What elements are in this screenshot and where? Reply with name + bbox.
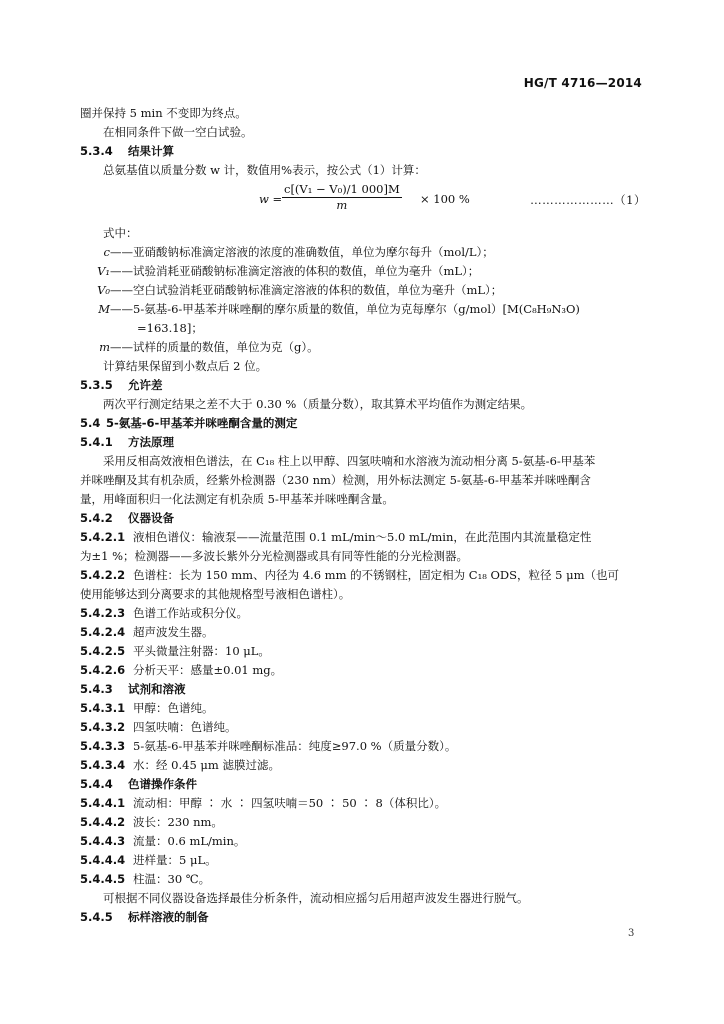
item-text: 超声波发生器。 bbox=[133, 625, 214, 639]
definition-text: ——试样的质量的数值，单位为克（g）。 bbox=[110, 340, 319, 354]
item-text: 色谱工作站或积分仪。 bbox=[133, 606, 248, 620]
item-number: 5.4.4.5 bbox=[80, 872, 126, 886]
definition-text: ——试验消耗亚硝酸钠标准滴定溶液的体积的数值，单位为毫升（mL）； bbox=[110, 264, 480, 278]
item-number: 5.4.2.4 bbox=[80, 625, 126, 639]
formula-denominator: m bbox=[336, 198, 348, 212]
definition-symbol: V₀ bbox=[97, 283, 110, 297]
section-number: 5.4 bbox=[80, 416, 101, 430]
section-title: 5-氨基-6-甲基苯并咪唑酮含量的测定 bbox=[106, 416, 298, 430]
where-label: 式中： bbox=[103, 226, 138, 240]
section-title: 允许差 bbox=[128, 378, 163, 392]
paragraph-line: 采用反相高效液相色谱法，在 C₁₈ 柱上以甲醇、四氢呋喃和水溶液为流动相分离 5-氨基-6-甲基苯 bbox=[103, 454, 596, 468]
item-text: 流量：0.6 mL/min。 bbox=[133, 834, 246, 848]
document-body bbox=[80, 104, 646, 927]
list-item bbox=[80, 623, 646, 642]
item-text: 流动相：甲醇 ∶ 水 ∶ 四氢呋喃＝50 ∶ 50 ∶ 8（体积比）。 bbox=[133, 796, 447, 810]
item-number: 5.4.4.2 bbox=[80, 815, 126, 829]
page-number: 3 bbox=[628, 928, 635, 939]
formula-1 bbox=[80, 182, 646, 218]
paragraph-line: 总氨基值以质量分数 w 计，数值用%表示，按公式（1）计算： bbox=[103, 163, 426, 177]
item-number: 5.4.4.1 bbox=[80, 796, 126, 810]
paragraph-line: 并咪唑酮及其有机杂质，经紫外检测器（230 nm）检测，用外标法测定 5-氨基-6-甲基苯并咪唑酮含 bbox=[80, 473, 591, 487]
section-heading-5-4-3 bbox=[80, 680, 646, 699]
definition-text: ——5-氨基-6-甲基苯并咪唑酮的摩尔质量的数值，单位为克每摩尔（g/mol）[M(C₈H₉N₃O) bbox=[110, 302, 580, 316]
formula-numerator: c[(V₁ − V₀)/1 000]M bbox=[284, 182, 400, 196]
section-number: 5.4.3 bbox=[80, 682, 113, 696]
definition-symbol: m bbox=[99, 340, 110, 354]
paragraph-line: 计算结果保留到小数点后 2 位。 bbox=[103, 359, 268, 373]
paragraph-line: 量，用峰面积归一化法测定有机杂质 5-甲基苯并咪唑酮含量。 bbox=[80, 492, 394, 506]
item-number: 5.4.2.6 bbox=[80, 663, 126, 677]
item-number: 5.4.2.3 bbox=[80, 606, 126, 620]
formula-fraction bbox=[282, 182, 402, 213]
formula-multiplier: × 100 % bbox=[420, 192, 470, 206]
item-number: 5.4.4.3 bbox=[80, 834, 126, 848]
section-title: 标样溶液的制备 bbox=[128, 910, 209, 924]
list-item bbox=[80, 566, 646, 585]
section-heading-5-4-2 bbox=[80, 509, 646, 528]
item-number: 5.4.3.2 bbox=[80, 720, 126, 734]
section-heading-5-4-4 bbox=[80, 775, 646, 794]
list-item bbox=[80, 813, 646, 832]
section-number: 5.4.2 bbox=[80, 511, 113, 525]
list-item bbox=[80, 642, 646, 661]
section-heading-5-4 bbox=[80, 414, 646, 433]
paragraph-line: 两次平行测定结果之差不大于 0.30 %（质量分数），取其算术平均值作为测定结果。 bbox=[103, 397, 533, 411]
paragraph-line: 圈并保持 5 min 不变即为终点。 bbox=[80, 106, 247, 120]
definition-symbol: M bbox=[98, 302, 110, 316]
paragraph-line: 在相同条件下做一空白试验。 bbox=[103, 125, 253, 139]
paragraph-line: 可根据不同仪器设备选择最佳分析条件，流动相应摇匀后用超声波发生器进行脱气。 bbox=[103, 891, 529, 905]
item-text: 分析天平：感量±0.01 mg。 bbox=[133, 663, 283, 677]
definition-symbol: c bbox=[103, 245, 110, 259]
section-title: 方法原理 bbox=[128, 435, 174, 449]
list-item-continuation: 使用能够达到分离要求的其他规格型号液相色谱柱）。 bbox=[80, 587, 351, 601]
section-title: 结果计算 bbox=[128, 144, 174, 158]
definition-symbol: V₁ bbox=[97, 264, 110, 278]
section-title: 色谱操作条件 bbox=[128, 777, 197, 791]
item-number: 5.4.2.2 bbox=[80, 568, 126, 582]
list-item bbox=[80, 756, 646, 775]
section-number: 5.3.5 bbox=[80, 378, 113, 392]
item-number: 5.4.3.1 bbox=[80, 701, 126, 715]
item-text: 进样量：5 μL。 bbox=[133, 853, 217, 867]
list-item bbox=[80, 737, 646, 756]
section-heading-5-4-1 bbox=[80, 433, 646, 452]
list-item bbox=[80, 851, 646, 870]
item-text: 四氢呋喃：色谱纯。 bbox=[133, 720, 237, 734]
definition-text: ——空白试验消耗亚硝酸钠标准滴定溶液的体积的数值，单位为毫升（mL）； bbox=[110, 283, 503, 297]
item-number: 5.4.3.3 bbox=[80, 739, 126, 753]
item-number: 5.4.2.1 bbox=[80, 530, 126, 544]
item-number: 5.4.2.5 bbox=[80, 644, 126, 658]
list-item bbox=[80, 699, 646, 718]
definition-molar-mass bbox=[80, 300, 646, 319]
item-number: 5.4.4.4 bbox=[80, 853, 126, 867]
item-text: 液相色谱仪：输液泵——流量范围 0.1 mL/min～5.0 mL/min，在此范围内其流量稳定性 bbox=[133, 530, 592, 544]
item-text: 甲醇：色谱纯。 bbox=[133, 701, 214, 715]
section-number: 5.4.4 bbox=[80, 777, 113, 791]
list-item bbox=[80, 718, 646, 737]
item-number: 5.4.3.4 bbox=[80, 758, 126, 772]
definition-text: ——亚硝酸钠标准滴定溶液的浓度的准确数值，单位为摩尔每升（mol/L）； bbox=[110, 245, 494, 259]
list-item bbox=[80, 832, 646, 851]
formula-number: …………………（1） bbox=[530, 193, 646, 207]
definition-v0 bbox=[80, 281, 646, 300]
formula-lhs: w = bbox=[259, 192, 283, 206]
list-item-continuation: 为±1 %；检测器——多波长紫外分光检测器或具有同等性能的分光检测器。 bbox=[80, 549, 469, 563]
list-item bbox=[80, 661, 646, 680]
list-item bbox=[80, 604, 646, 623]
item-text: 5-氨基-6-甲基苯并咪唑酮标准品：纯度≥97.0 %（质量分数）。 bbox=[133, 739, 457, 753]
section-heading-5-4-5 bbox=[80, 908, 646, 927]
item-text: 水：经 0.45 μm 滤膜过滤。 bbox=[133, 758, 280, 772]
definition-c bbox=[80, 243, 646, 262]
item-text: 色谱柱：长为 150 mm、内径为 4.6 mm 的不锈钢柱，固定相为 C₁₈ ODS，粒径 5 μm（也可 bbox=[133, 568, 619, 582]
list-item bbox=[80, 794, 646, 813]
section-title: 试剂和溶液 bbox=[128, 682, 186, 696]
standard-code-header: HG/T 4716—2014 bbox=[523, 76, 642, 90]
item-text: 波长：230 nm。 bbox=[133, 815, 223, 829]
list-item bbox=[80, 870, 646, 889]
item-text: 平头微量注射器：10 μL。 bbox=[133, 644, 270, 658]
section-title: 仪器设备 bbox=[128, 511, 174, 525]
section-number: 5.4.1 bbox=[80, 435, 113, 449]
section-number: 5.4.5 bbox=[80, 910, 113, 924]
item-text: 柱温：30 ℃。 bbox=[133, 872, 211, 886]
definition-continuation: =163.18]； bbox=[137, 321, 203, 335]
section-number: 5.3.4 bbox=[80, 144, 113, 158]
section-heading-5-3-5 bbox=[80, 376, 646, 395]
section-heading-5-3-4 bbox=[80, 142, 646, 161]
definition-m bbox=[80, 338, 646, 357]
list-item bbox=[80, 528, 646, 547]
definition-v1 bbox=[80, 262, 646, 281]
